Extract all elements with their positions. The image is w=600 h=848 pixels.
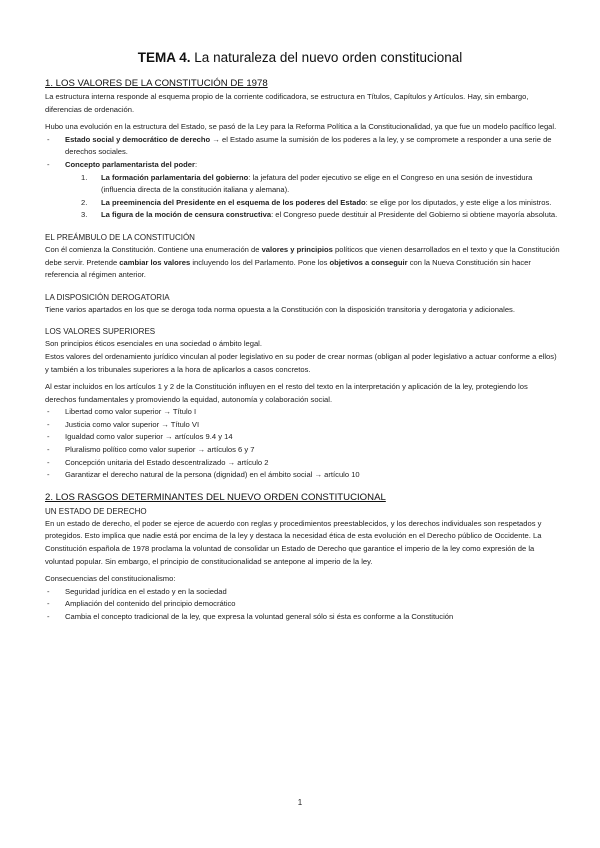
document-body [45, 77, 560, 624]
section-2-heading: 2. LOS RASGOS DETERMINANTES DEL NUEVO ORDEN CONSTITUCIONAL [45, 491, 386, 503]
list-item: - Ampliación del contenido del principio democrático [47, 599, 236, 609]
page-number: 1 [297, 798, 303, 807]
list-item: 1. La formación parlamentaria del gobierno: la jefatura del poder ejecutivo se elige en el Congreso en una sesión de investidura (influencia directa de la constitución italiana y alemana). [81, 172, 533, 195]
list-item: - Libertad como valor superior → Título I [47, 407, 197, 417]
section-1-heading: 1. LOS VALORES DE LA CONSTITUCIÓN DE 1978 [45, 78, 268, 89]
page-title [0, 50, 600, 65]
numbered-list [45, 172, 560, 222]
valores-superiores-heading: LOS VALORES SUPERIORES [45, 327, 156, 337]
list-item: - Garantizar el derecho natural de la persona (dignidad) en el ámbito social → artículo 10 [47, 470, 360, 480]
paragraph: Al estar incluidos en los artículos 1 y 2 de la Constitución influyen en el resto del texto en la interpretación y aplicación de la ley, protegiendo los derechos fundamentales y promoviendo la equidad, autonomía y colaboración social. [45, 382, 528, 404]
title-number: TEMA 4. [137, 50, 191, 65]
list-item: - Concepto parlamentarista del poder: [47, 159, 198, 169]
list-item: 2. La preeminencia del Presidente en el esquema de los poderes del Estado: se elige por los diputados, y este elige a los ministros. [81, 197, 552, 207]
consecuencias-list [45, 586, 560, 624]
paragraph: Con él comienza la Constitución. Contiene una enumeración de valores y principios políticos que vienen desarrollados en el texto y que la Constitución debe servir. Pretende cambiar los valores incluyendo los del Parlamento. Pone los objetivos a conseguir con la Nueva Constitución sin hacer referencia al régimen anterior. [45, 244, 560, 280]
list-item: - Estado social y democrático de derecho → el Estado asume la sumisión de los poderes a la ley, y se compromete a responder a una serie de derechos sociales. [47, 134, 552, 157]
paragraph: Consecuencias del constitucionalismo: [45, 574, 176, 584]
paragraph: Tiene varios apartados en los que se deroga toda norma opuesta a la Constitución con la disposición transitoria y derogatoria y adicionales. [45, 304, 515, 314]
list-item: - Pluralismo político como valor superior → artículos 6 y 7 [47, 445, 255, 455]
list-item: - Justicia como valor superior → Título VI [47, 419, 200, 429]
bullet-list [45, 134, 560, 172]
list-item: - Concepción unitaria del Estado descentralizado → artículo 2 [47, 457, 269, 467]
list-item: - Igualdad como valor superior → artículos 9.4 y 14 [47, 432, 233, 442]
estado-derecho-heading: UN ESTADO DE DERECHO [45, 506, 147, 516]
paragraph: Son principios éticos esenciales en una sociedad o ámbito legal. [45, 339, 262, 349]
valores-list [45, 406, 560, 482]
paragraph: Hubo una evolución en la estructura del Estado, se pasó de la Ley para la Reforma Política a la Constitucionalidad, ya que fue un modelo pacífico legal. [45, 122, 557, 132]
paragraph: Estos valores del ordenamiento jurídico vinculan al poder legislativo en su poder de crear normas (obligan al poder legislativo a actuar conforme a ellos) y también a los tribunales superiores a la hora de aplicarlos a casos concretos. [45, 351, 557, 374]
derogatoria-heading: LA DISPOSICIÓN DEROGATORIA [45, 292, 170, 302]
list-item: - Cambia el concepto tradicional de la ley, que expresa la voluntad general sólo si ésta es conforme a la Constitución [47, 612, 454, 621]
paragraph: En un estado de derecho, el poder se ejerce de acuerdo con reglas y procedimientos preestablecidos, y los derechos individuales son respetados y protegidos. Esto implica que nadie está por encima de la ley y destaca la necesidad ética de esta evolución en el Derecho público de Occidente. La Constitución española de 1978 proclama la voluntad de consolidar un Estado de Derecho que garantice el imperio de la ley como expresión de la voluntad popular. Sin embargo, el principio de constitucionalidad se antepone al imperio de la ley. [45, 518, 542, 566]
list-item: 3. La figura de la moción de censura constructiva: el Congreso puede destituir al Presidente del Gobierno si obtiene mayoría absoluta. [81, 210, 558, 220]
title-text: La naturaleza del nuevo orden constitucional [194, 50, 463, 65]
paragraph: La estructura interna responde al esquema propio de la corriente codificadora, se estructura en Títulos, Capítulos y Artículos. Hay, sin embargo, diferencias de ordenación. [45, 92, 529, 114]
preambulo-heading: EL PREÁMBULO DE LA CONSTITUCIÓN [45, 232, 195, 242]
list-item: - Seguridad jurídica en el estado y en la sociedad [47, 586, 227, 596]
